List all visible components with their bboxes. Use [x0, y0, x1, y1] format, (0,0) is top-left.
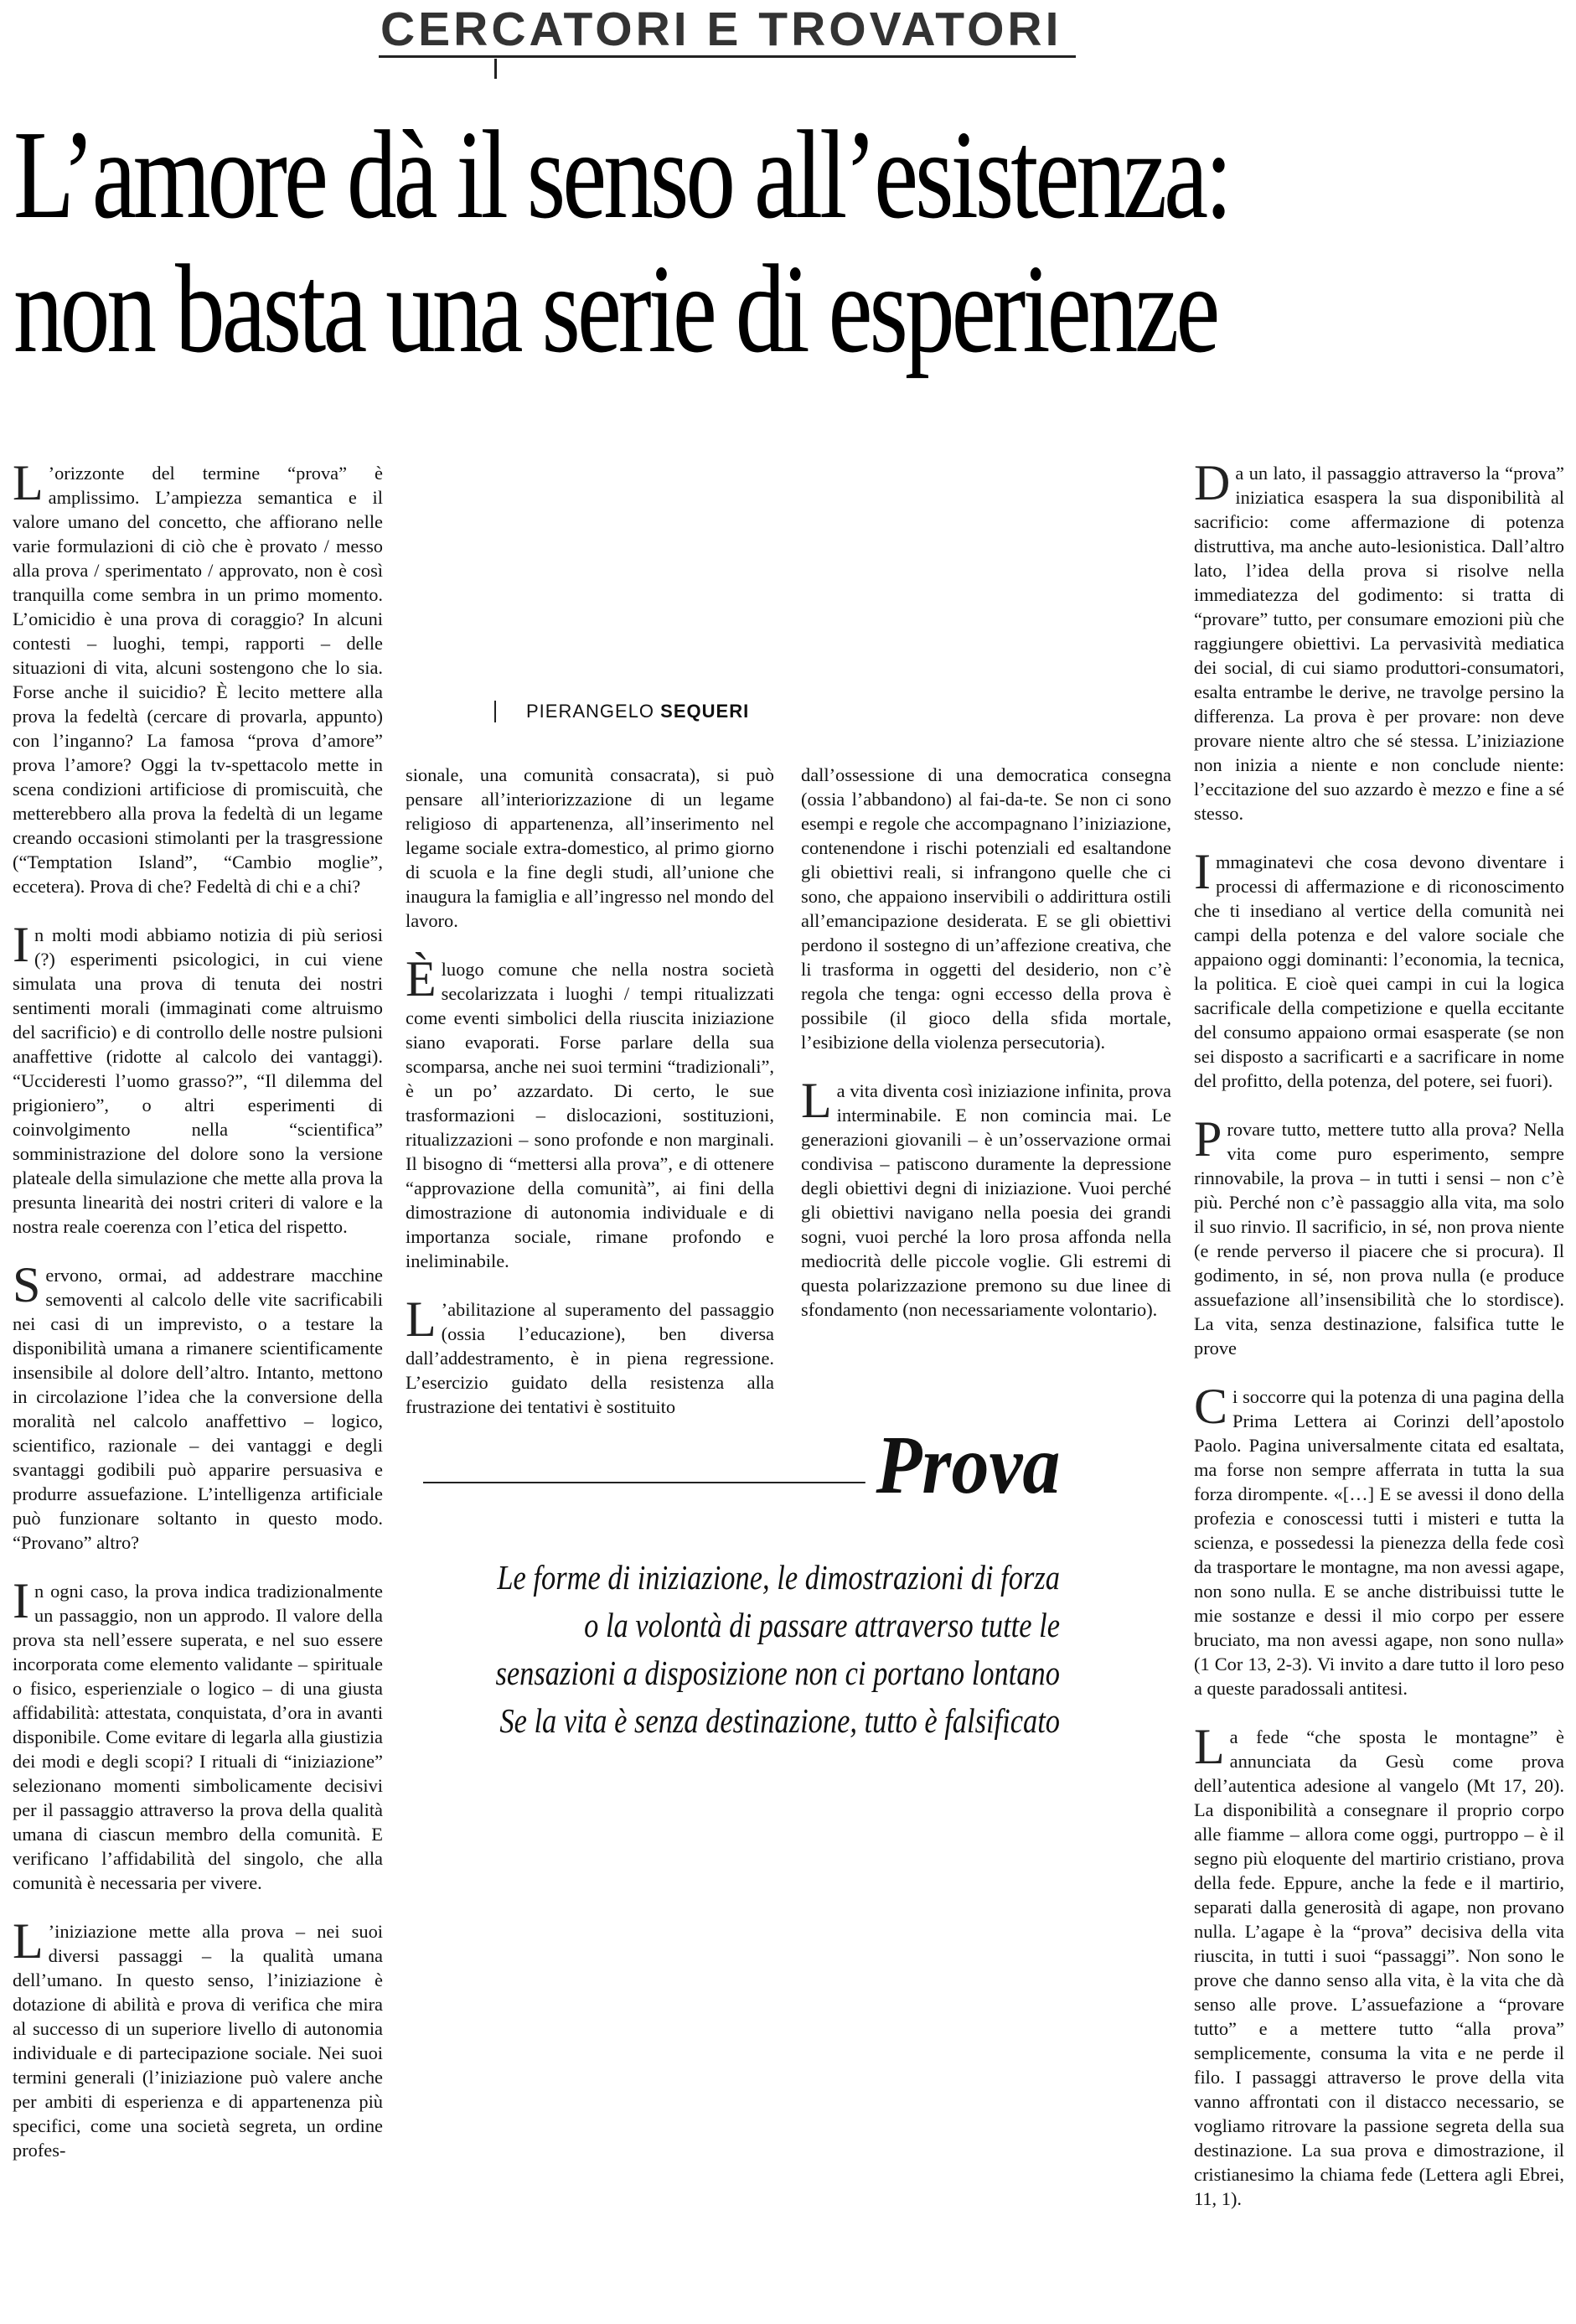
paragraph [1194, 1719, 1564, 2211]
paragraph [13, 455, 383, 898]
paragraph [1194, 455, 1564, 826]
article-column-1 [13, 455, 383, 2162]
pull-quote-title: Prova [865, 1423, 1060, 1507]
article-column-3 [801, 763, 1171, 1322]
author-last-name: SEQUERI [660, 701, 750, 722]
paragraph-text: ’orizzonte del termine “prova” è amplissimo. L’ampiezza semantica e il valore umano del concetto, che affiorano nelle varie formulazioni di ciò che è provato / messo alla prova / sperimentato / approvato, non è così tranquilla come sembra in un primo momento. L’omicidio è una prova di coraggio? In alcuni contesti – luoghi, tempi, rapporti – delle situazioni di vita, alcuni sostengono che lo sia. Forse anche il suicidio? È lecito mettere alla prova la fedeltà (cercare di provarla, appunto) con l’inganno? La famosa “prova d’amore” prova l’amore? Oggi la tv-spettacolo mette in scena condizioni artificiose di promiscuità, che metterebbero alla prova la fedeltà di un legame creando occasioni stimolanti per la trasgressione (“Temptation Island”, “Cambio moglie”, eccetera). Prova di che? Fedeltà di chi e a chi? [13, 463, 383, 897]
byline [494, 701, 749, 722]
paragraph [1194, 1111, 1564, 1360]
drop-cap: P [1194, 1111, 1222, 1167]
paragraph-text: n ogni caso, la prova indica tradizionalmente un passaggio, non un approdo. Il valore della prova sta nell’essere superata, e nel suo essere incorporata come elemento validante – spirituale o fisico, esperienziale o logico – di una giusta affidabilità: attestata, conquistata, d’ora in avanti disponibile. Come evitare di legarla alla giustizia dei modi e degli scopi? I rituali di “iniziazione” selezionano momenti simbolicamente decisivi per il passaggio attraverso la prova della qualità umana di ciascun membro della comunità. E verificano l’affidabilità del singolo, che alla comunità è necessaria per vivere. [13, 1581, 383, 1893]
headline-line-2: non basta una serie di esperienze [13, 238, 1217, 379]
drop-cap: I [13, 917, 29, 972]
paragraph-text: dall’ossessione di una democratica consegna (ossia l’abbandono) al fai-da-te. Se non ci sono esempi e regole che accompagnano l’iniziazione, contenendone i rischi potenziali ed esaltandone gli obiettivi reali, si infrangono quelle che ci sono, che appaiono inservibili o addirittura ostili all’emancipazione desiderata. E se gli obiettivi perdono il sostegno di un’affezione creativa, che li trasforma in oggetti del desiderio, non c’è regola che tenga: ogni eccesso della prova è possibile (il gioco della sfida mortale, l’esibizione della violenza persecutoria). [801, 764, 1171, 1053]
paragraph-text: ’abilitazione al superamento del passaggio (ossia l’educazione), ben diversa dall’addestramento, è in piena regressione. L’esercizio guidato della resistenza alla frustrazione dei tentativi è sostituito [406, 1299, 774, 1417]
drop-cap: S [13, 1257, 41, 1312]
pull-quote-box [423, 1418, 1060, 1827]
drop-cap: L [406, 1291, 437, 1347]
paragraph-text: sionale, una comunità consacrata), si può pensare all’interiorizzazione di un legame religioso di appartenenza, all’inserimento nel legame sociale extra-domestico, al primo giorno di scuola e la fine degli studi, all’unione che inaugura la famiglia e all’ingresso nel mondo del lavoro. [406, 764, 774, 931]
paragraph-text: a fede “che sposta le montagne” è annunciata da Gesù come prova dell’autentica adesione al vangelo (Mt 17, 20). La disponibilità a consegnare il proprio corpo alle fiamme – allora come oggi, purtroppo – è il segno più eloquente del martirio cristiano, prova della fede. Eppure, anche la fede e il martirio, separati dalla generosità di agape, non provano nulla. L’agape è la “prova” decisiva della vita riuscita, in tutti i suoi “passaggi”. Non sono le prove che danno senso alla vita, è la vita che dà senso alle prove. L’assuefazione a “provare tutto” e a mettere tutto “alla prova” semplicemente, consuma la vita e ne perde il filo. I passaggi attraverso le prove della vita vanno affrontati con il distacco necessario, se vogliamo ritrovare la passione segreta della sua destinazione. La sua prova e dimostrazione, il cristianesimo la chiama fede (Lettera agli Ebrei, 11, 1). [1194, 1726, 1564, 2209]
drop-cap: L [801, 1073, 832, 1128]
pull-quote-line: Le forme di iniziazione, le dimostrazioni di forza [497, 1558, 1060, 1597]
paragraph-text: ervono, ormai, ad addestrare macchine semoventi al calcolo delle vite sacrificabili nei casi di un imprevisto, o a testare la disponibilità umana a rimanere scientificamente insensibile al dolore dell’altro. Intanto, mettono in circolazione l’idea che la conversione della moralità nel calcolo anaffettivo – logico, scientifico, razionale – dei vantaggi e degli svantaggi godibili può apparire persuasiva e produrre assuefazione. L’intelligenza artificiale può funzionare soltanto in questo modo. “Provano” altro? [13, 1265, 383, 1553]
article-column-2 [406, 763, 774, 1419]
paragraph-text: n molti modi abbiamo notizia di più seriosi (?) esperimenti psicologici, in cui viene simulata una prova di tenuta dei nostri sentimenti morali (immaginati come altruismo del sacrificio) e di controllo delle nostre pulsioni anaffettive (ridotte al calcolo dei vantaggi). “Uccideresti l’uomo grasso?”, “Il dilemma del prigioniero”, o altri esperimenti di coinvolgimento nella “scientifica” somministrazione del dolore sono la versione plateale della simulazione che mette alla prova la presunta linearità dei nostri criteri di valore e la nostra reale coerenza con l’etica del rispetto. [13, 924, 383, 1237]
author-first-name: PIERANGELO [526, 701, 655, 722]
drop-cap: L [13, 455, 44, 510]
drop-cap: L [1194, 1719, 1225, 1774]
article-column-4 [1194, 455, 1564, 2211]
pull-quote-line: o la volontà di passare attraverso tutte le [584, 1606, 1060, 1644]
paragraph [406, 1291, 774, 1419]
paragraph [1194, 1379, 1564, 1700]
drop-cap: C [1194, 1379, 1228, 1434]
paragraph-text: i soccorre qui la potenza di una pagina della Prima Lettera ai Corinzi dell’apostolo Paolo. Pagina universalmente citata ed esaltata, ma forse non sempre afferrata in tutta la sua forza dirompente. «[…] E se avessi il dono della profezia e conoscessi tutti i misteri e tutta la scienza, e possedessi la pienezza della fede così da trasportare le montagne, ma non avessi agape, non sono nulla. E se anche distribuissi tutte le mie sostanze e dessi il mio corpo per essere bruciato, ma non avessi agape, non sono nulla» (1 Cor 13, 2-3). Vi invito a dare tutto il loro peso a queste paradossali antitesi. [1194, 1386, 1564, 1699]
paragraph [13, 917, 383, 1239]
headline-line-1: L’amore dà il senso all’esistenza: [13, 104, 1230, 245]
paragraph [801, 763, 1171, 1054]
drop-cap: L [13, 1913, 44, 1969]
headline [13, 104, 1244, 379]
drop-cap: D [1194, 455, 1231, 510]
paragraph [406, 763, 774, 933]
section-rubric: CERCATORI E TROVATORI [379, 3, 1076, 58]
paragraph [1194, 844, 1564, 1093]
drop-cap: È [406, 951, 437, 1007]
pull-quote-line: Se la vita è senza destinazione, tutto è falsificato [499, 1701, 1060, 1740]
drop-cap: I [13, 1573, 29, 1628]
pull-quote-text [462, 1554, 1060, 1745]
paragraph-text: a un lato, il passaggio attraverso la “prova” iniziatica esaspera la sua disponibilità al sacrificio: come affermazione di potenza distruttiva, ma anche auto-lesionistica. Dall’altro lato, l’idea della prova si risolve nella immediatezza del godimento: si tratta di “provare” tutto, per consumare emozioni più che raggiungere obiettivi. La pervasività mediatica dei social, di cui siamo produttori-consumatori, esalta entrambe le derive, ne travolge persino la differenza. La prova è per provare: non deve provare niente altro che sé stessa. L’iniziazione non inizia a niente e non conclude niente: l’eccitazione del suo azzardo è mezzo e fine a sé stesso. [1194, 463, 1564, 824]
paragraph [13, 1573, 383, 1895]
paragraph-text: mmaginatevi che cosa devono diventare i processi di affermazione e di riconoscimento che ti insediano al vertice della comunità nei campi della potenza e del valore sociale che appaiono oggi dominanti: l’economia, la tecnica, la politica. E cioè quei campi in cui la logica sacrificale della competizione e quella eccitante del consumo appaiono ormai esasperate (se non sei disposto a sacrificarti e a sacrificare in nome del profitto, della potenza, del potere, sei fuori). [1194, 851, 1564, 1091]
paragraph-text: luogo comune che nella nostra società secolarizzata i luoghi / tempi ritualizzati come eventi simbolici della riuscita iniziazione siano evaporati. Forse parlare della sua scomparsa, anche nei suoi termini “tradizionali”, è un po’ azzardato. Di certo, le sue trasformazioni – dislocazioni, sostituzioni, ritualizzazioni – sono profonde e non marginali. Il bisogno di “mettersi alla prova”, e di ottenere “approvazione della comunità”, ai fini della dimostrazione di autonomia individuale e di importanza sociale, rimane profondo e ineliminabile. [406, 959, 774, 1271]
drop-cap: I [1194, 844, 1211, 899]
paragraph [13, 1913, 383, 2162]
paragraph-text: ’iniziazione mette alla prova – nei suoi diversi passaggi – la qualità umana dell’umano. In questo senso, l’iniziazione è dotazione di abilità e prova di verifica che mira al successo di un superiore livello di autonomia individuale e di partecipazione sociale. Nei suoi termini generali (l’iniziazione può valere anche per ambiti di esperienza e di appartenenza più specifici, come una società segreta, un ordine profes- [13, 1921, 383, 2161]
paragraph [801, 1073, 1171, 1322]
pull-quote-line: sensazioni a disposizione non ci portano lontano [495, 1654, 1060, 1692]
paragraph-text: a vita diventa così iniziazione infinita, prova interminabile. E non comincia mai. Le generazioni giovanili – è un’osservazione ormai condivisa – patiscono duramente la depressione degli obiettivi degni di iniziazione. Vuoi perché gli obiettivi navigano nella poesia dei grandi sogni, vuoi perché la loro prosa affonda nella mediocrità delle piccole voglie. Gli estremi di questa polarizzazione premono su due linee di sfondamento (non necessariamente volontario). [801, 1080, 1171, 1320]
paragraph [406, 951, 774, 1273]
rubric-tick [494, 59, 497, 79]
paragraph [13, 1257, 383, 1555]
paragraph-text: rovare tutto, mettere tutto alla prova? Nella vita come puro esperimento, sempre rinnovabile, la prova – in tutti i sensi – non c’è più. Perché non c’è passaggio alla vita, ma solo il suo rinvio. Il sacrificio, in sé, non prova niente (e rende perverso il piacere che si procura). Il godimento, in sé, non prova nulla (e produce assuefazione all’insensibilità che lo stordisce). La vita, senza destinazione, falsifica tutte le prove [1194, 1119, 1564, 1359]
